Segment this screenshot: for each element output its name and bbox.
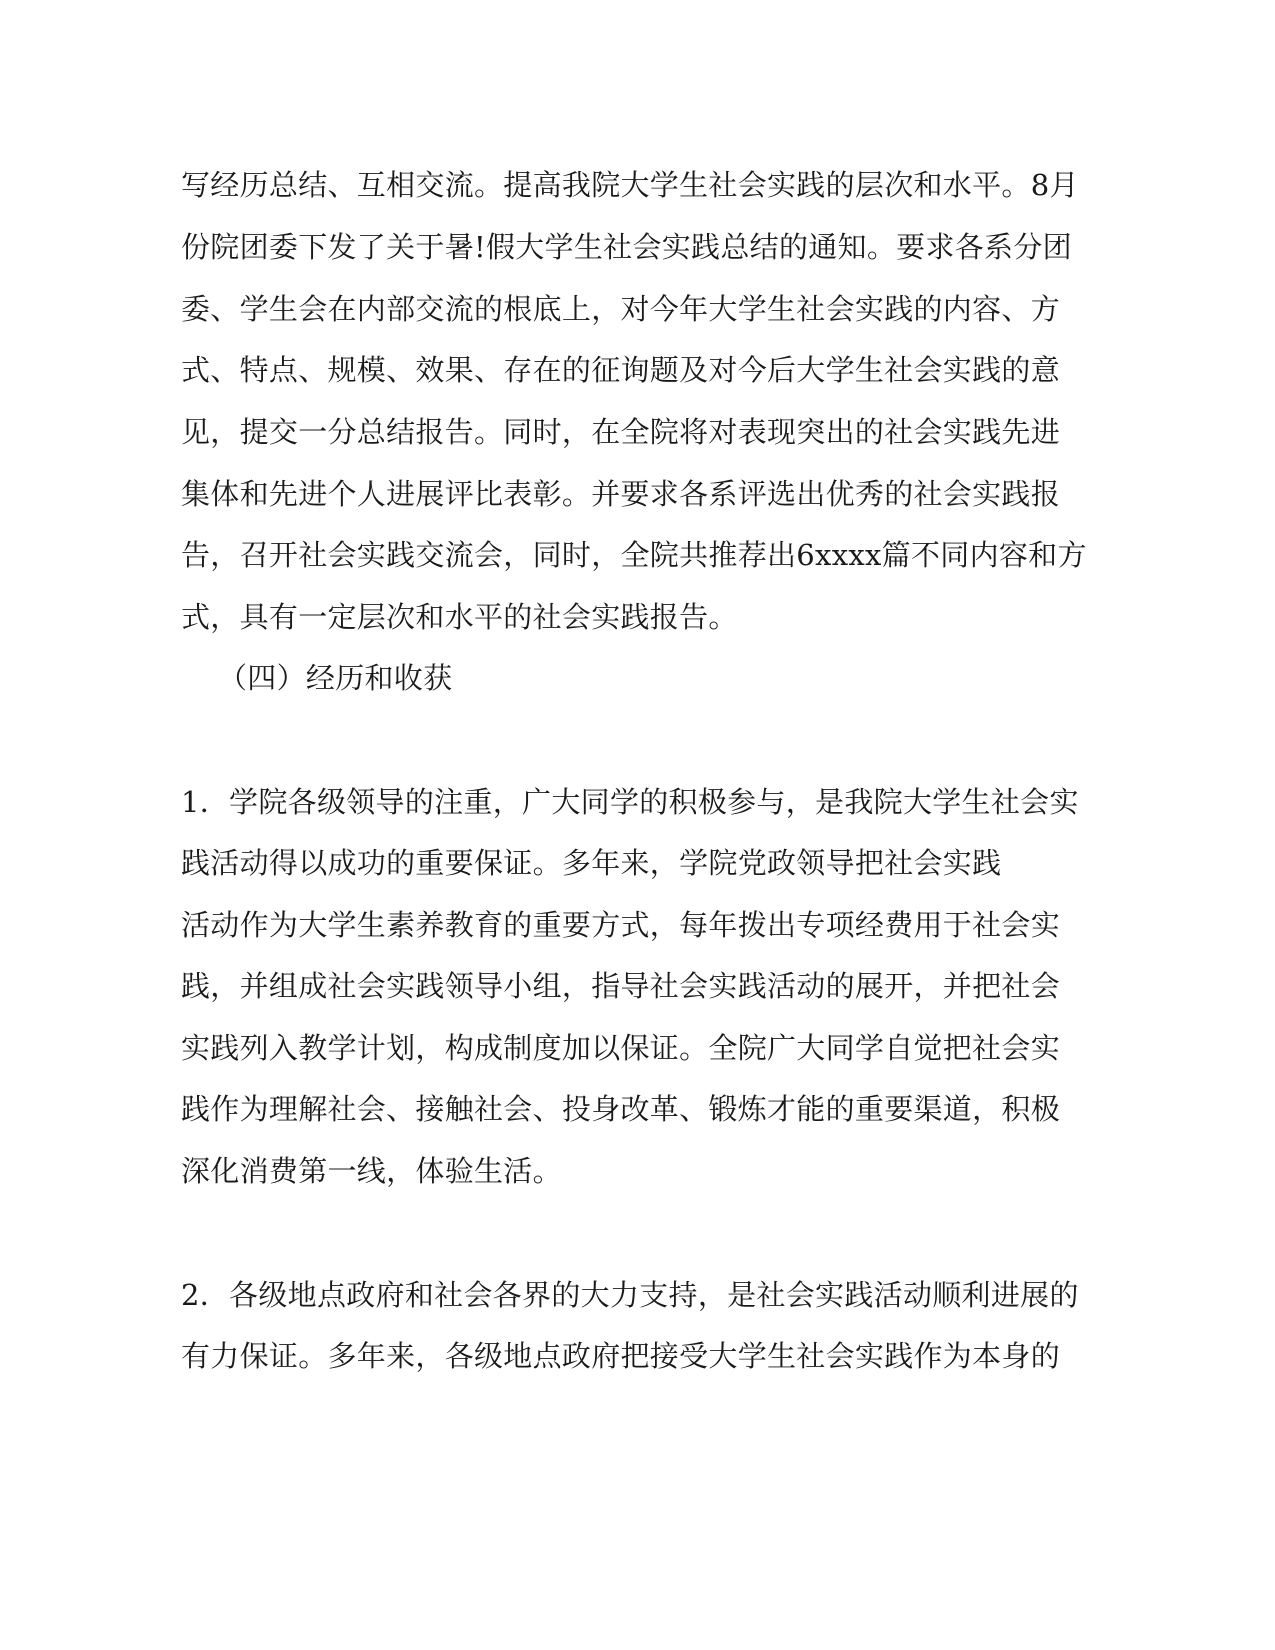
paragraph-2-line: 活动作为大学生素养教育的重要方式，每年拨出专项经费用于社会实: [181, 908, 1061, 942]
paragraph-1-line: 告，召开社会实践交流会，同时，全院共推荐出6xxxx篇不同内容和方: [181, 538, 1087, 572]
paragraph-1-line: 式，具有一定层次和水平的社会实践报告。: [181, 600, 738, 634]
paragraph-1-line: 见，提交一分总结报告。同时，在全院将对表现突出的社会实践先进: [181, 415, 1061, 449]
paragraph-2-line: 实践列入教学计划，构成制度加以保证。全院广大同学自觉把社会实: [181, 1031, 1061, 1065]
paragraph-3-line: 有力保证。多年来，各级地点政府把接受大学生社会实践作为本身的: [181, 1339, 1061, 1373]
paragraph-1-line: 份院团委下发了关于暑!假大学生社会实践总结的通知。要求各系分团: [181, 230, 1072, 264]
paragraph-2-line: 1．学院各级领导的注重，广大同学的积极参与，是我院大学生社会实: [181, 785, 1079, 819]
paragraph-1-line: 集体和先进个人进展评比表彰。并要求各系评选出优秀的社会实践报: [181, 477, 1061, 511]
paragraph-1-line: 写经历总结、互相交流。提高我院大学生社会实践的层次和水平。8月: [181, 168, 1079, 202]
paragraph-3-line: 2．各级地点政府和社会各界的大力支持，是社会实践活动顺利进展的: [181, 1278, 1079, 1312]
paragraph-2-line: 深化消费第一线，体验生活。: [181, 1154, 562, 1188]
paragraph-1-line: 委、学生会在内部交流的根底上，对今年大学生社会实践的内容、方: [181, 292, 1061, 326]
paragraph-2-line: 践，并组成社会实践领导小组，指导社会实践活动的展开，并把社会: [181, 969, 1061, 1003]
section-heading: （四）经历和收获: [218, 661, 453, 695]
paragraph-1-line: 式、特点、规模、效果、存在的征询题及对今后大学生社会实践的意: [181, 353, 1061, 387]
paragraph-2-line: 践作为理解社会、接触社会、投身改革、锻炼才能的重要渠道，积极: [181, 1092, 1061, 1126]
paragraph-2-line: 践活动得以成功的重要保证。多年来，学院党政领导把社会实践: [181, 846, 1002, 880]
